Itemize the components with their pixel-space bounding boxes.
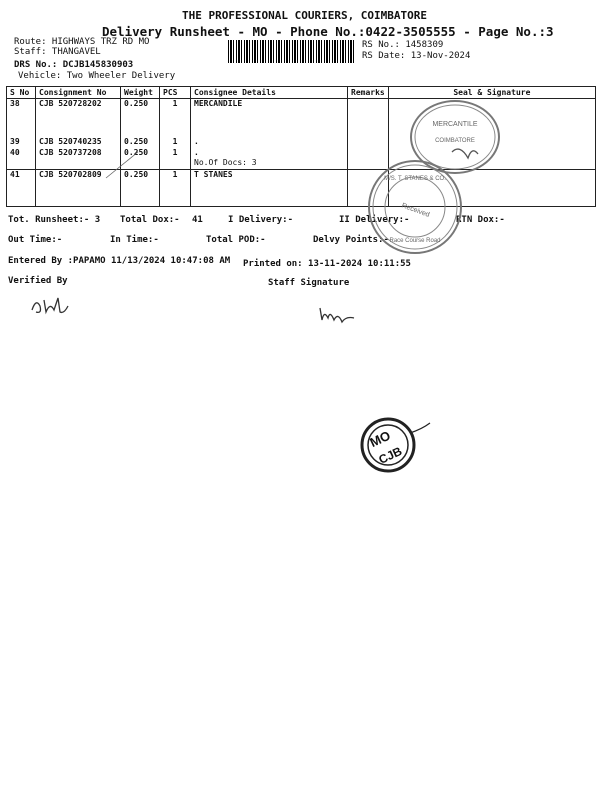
cell-consignee: . (191, 148, 348, 158)
consignment-table (6, 86, 596, 206)
svg-text:Race Course Road: Race Course Road (389, 238, 441, 244)
total-pod: Total POD:- (206, 235, 266, 245)
cell-consignment: CJB 520728202 (36, 99, 121, 137)
cell-remarks (348, 148, 389, 158)
col-weight: Weight (121, 87, 160, 99)
cell-sno: 41 (7, 170, 36, 206)
entered-by: Entered By :PAPAMO 11/13/2024 10:47:08 AM (8, 256, 231, 266)
svg-text:M/S. T. STANES & CO.: M/S. T. STANES & CO. (384, 176, 446, 182)
table-row (7, 158, 596, 170)
barcode (228, 40, 356, 63)
rs-date: RS Date: 13-Nov-2024 (362, 51, 471, 61)
verified-signature (28, 292, 78, 320)
cell-weight: 0.250 (121, 99, 160, 137)
cell-weight: 0.250 (121, 137, 160, 148)
table-row (7, 170, 596, 206)
table-row (7, 99, 596, 137)
cell-consignment: CJB 520737208 (36, 148, 121, 158)
cell-sno: 38 (7, 99, 36, 137)
cell-consignee: MERCANDILE (191, 99, 348, 137)
staff-signature-label: Staff Signature (268, 278, 350, 288)
tot-runsheet: Tot. Runsheet:- 3 (8, 215, 101, 225)
cell-consignment: CJB 520702809 (36, 170, 121, 206)
cell-sno (7, 158, 36, 170)
stanes-stamp (368, 160, 462, 254)
cell-pcs: 1 (160, 148, 191, 158)
cell-pcs: 1 (160, 137, 191, 148)
cell-pcs (160, 158, 191, 170)
col-consignment: Consignment No (36, 87, 121, 99)
cell-consignment: CJB 520740235 (36, 137, 121, 148)
svg-text:MERCANTILE: MERCANTILE (432, 121, 478, 128)
cell-consignee: . (191, 137, 348, 148)
mo-cjb-stamp (352, 415, 432, 479)
total-dox-value: 41 (192, 215, 203, 225)
table-row (7, 137, 596, 148)
cell-pcs: 1 (160, 170, 191, 206)
docs-count: No.Of Docs: 3 (191, 158, 348, 170)
cell-weight: 0.250 (121, 170, 160, 206)
cell-sno: 39 (7, 137, 36, 148)
cell-remarks (348, 99, 389, 137)
svg-text:CJB: CJB (376, 443, 405, 467)
printed-on: Printed on: 13-11-2024 10:11:55 (243, 259, 411, 269)
cell-remarks (348, 137, 389, 148)
runsheet-title: Delivery Runsheet - MO - Phone No.:0422-3505555 - Page No.:3 (102, 24, 554, 39)
cell-sno: 40 (7, 148, 36, 158)
col-pcs: PCS (160, 87, 191, 99)
col-sno: S No (7, 87, 36, 99)
svg-text:COIMBATORE: COIMBATORE (435, 138, 475, 144)
table-header-row (7, 87, 596, 99)
svg-text:Received: Received (400, 202, 431, 219)
out-time: Out Time:- (8, 235, 63, 245)
rs-number: RS No.: 1458309 (362, 40, 444, 50)
drs-number: DRS No.: DCJB145830903 (14, 60, 134, 70)
delvy-points: Delvy Points:- (313, 235, 389, 245)
total-dox-label: Total Dox:- (120, 215, 180, 225)
staff: Staff: THANGAVEL (14, 47, 101, 57)
in-time: In Time:- (110, 235, 159, 245)
verified-by-label: Verified By (8, 276, 68, 286)
i-delivery: I Delivery:- (228, 215, 294, 225)
pen-mark (104, 150, 144, 180)
cell-consignee: T STANES (191, 170, 348, 206)
col-remarks: Remarks (348, 87, 389, 99)
col-consignee: Consignee Details (191, 87, 348, 99)
rtn-dox: RTN Dox:- (456, 215, 505, 225)
svg-text:MO: MO (367, 427, 393, 451)
table-bottom-line (6, 206, 596, 207)
ii-delivery: II Delivery:- (339, 215, 410, 225)
cell-weight: 0.250 (121, 148, 160, 158)
cell-pcs: 1 (160, 99, 191, 137)
staff-signature (316, 302, 360, 326)
company-name: THE PROFESSIONAL COURIERS, COIMBATORE (182, 9, 428, 22)
col-seal: Seal & Signature (388, 87, 595, 99)
route: Route: HIGHWAYS TRZ RD MO (14, 37, 150, 47)
table-row (7, 148, 596, 158)
vehicle: Vehicle: Two Wheeler Delivery (18, 71, 176, 81)
